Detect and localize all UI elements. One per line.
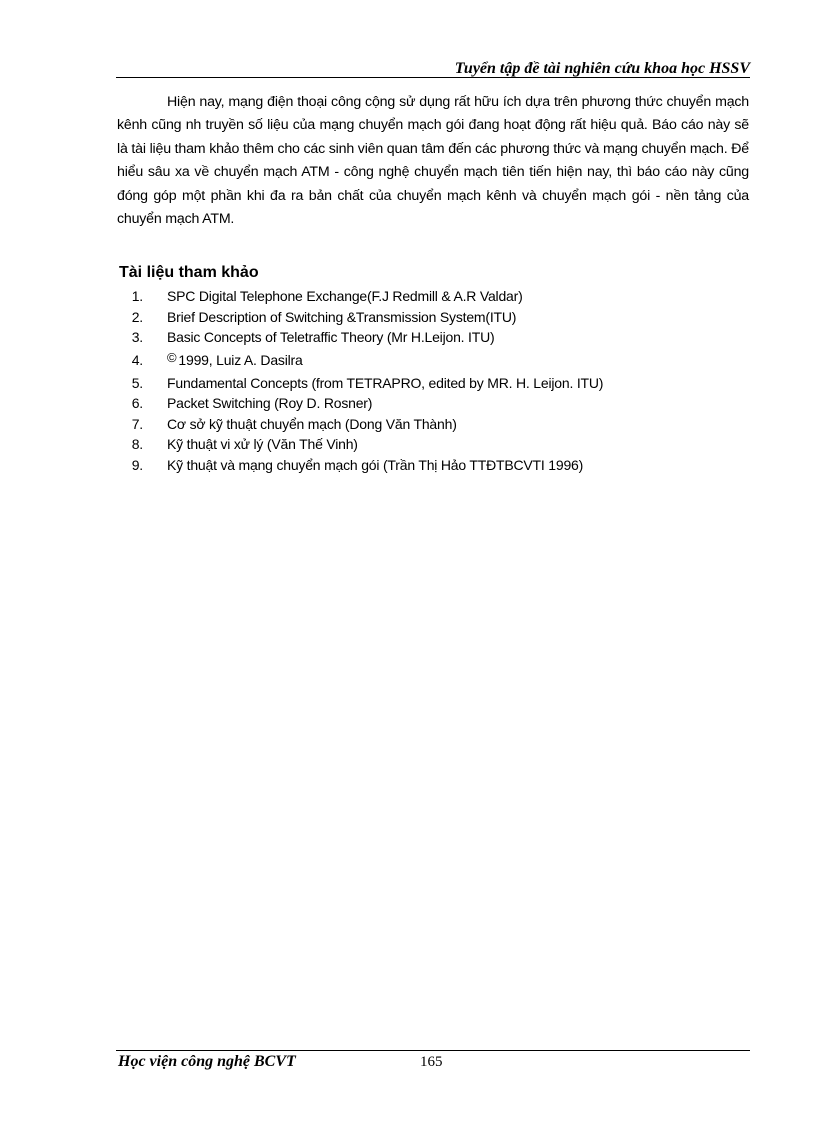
reference-text: Basic Concepts of Teletraffic Theory (Mr H.Leijon. ITU) — [167, 329, 495, 345]
reference-item — [117, 434, 603, 455]
footer-divider — [116, 1050, 750, 1051]
header-title: Tuyển tập đề tài nghiên cứu khoa học HSSV — [454, 60, 750, 77]
reference-text: Packet Switching (Roy D. Rosner) — [167, 395, 373, 411]
reference-number: 7. — [131, 415, 143, 432]
references-list — [117, 286, 603, 475]
reference-number: 9. — [131, 456, 143, 473]
reference-text: 1999, Luiz A. Dasilra — [178, 351, 303, 368]
reference-number: 3. — [131, 329, 143, 345]
reference-text: Cơ sở kỹ thuật chuyển mạch (Dong Văn Thành) — [167, 415, 457, 432]
references-heading: Tài liệu tham khảo — [119, 264, 259, 281]
reference-text: Kỹ thuật vi xử lý (Văn Thế Vinh) — [167, 436, 358, 452]
reference-item — [117, 348, 603, 373]
footer-institution: Học viện công nghệ BCVT — [118, 1053, 296, 1070]
reference-text: Brief Description of Switching &Transmission System(ITU) — [167, 308, 517, 325]
reference-item — [117, 307, 603, 328]
reference-number: 6. — [131, 395, 143, 411]
reference-number: 2. — [131, 308, 143, 325]
copyright-symbol: © — [167, 349, 177, 365]
page-number: 165 — [420, 1054, 443, 1070]
intro-paragraph: Hiện nay, mạng điện thoại công cộng sử dụng rất hữu ích dựa trên phương thức chuyển mạch kênh cũng nh truyền số liệu của mạng chuyển mạch gói đang hoạt động rất hiệu quả. Báo cáo này sẽ là tài liệu tham khảo thêm cho các sinh viên quan tâm đến các phương thức và mạng chuyển mạch. Để hiểu sâu xa về chuyển mạch ATM - công nghệ chuyển mạch tiên tiến hiện nay, thì báo cáo này cũng đóng góp một phần khi đa ra bản chất của chuyển mạch kênh và chuyển mạch gói - nền tảng của chuyển mạch ATM. — [117, 94, 749, 228]
reference-number: 5. — [131, 374, 143, 391]
reference-text: Fundamental Concepts (from TETRAPRO, edited by MR. H. Leijon. ITU) — [167, 374, 604, 391]
reference-text: Kỹ thuật và mạng chuyển mạch gói (Trần Thị Hảo TTĐTBCVTI 1996) — [167, 456, 584, 473]
reference-item — [117, 414, 603, 435]
reference-item — [117, 373, 603, 394]
reference-text: SPC Digital Telephone Exchange(F.J Redmill & A.R Valdar) — [167, 288, 523, 304]
reference-item — [117, 286, 603, 307]
reference-item — [117, 327, 603, 348]
reference-item — [117, 455, 603, 476]
reference-number: 4. — [131, 351, 143, 368]
reference-number: 8. — [131, 436, 143, 452]
reference-item — [117, 393, 603, 414]
header-divider — [116, 77, 750, 78]
reference-number: 1. — [131, 288, 143, 304]
